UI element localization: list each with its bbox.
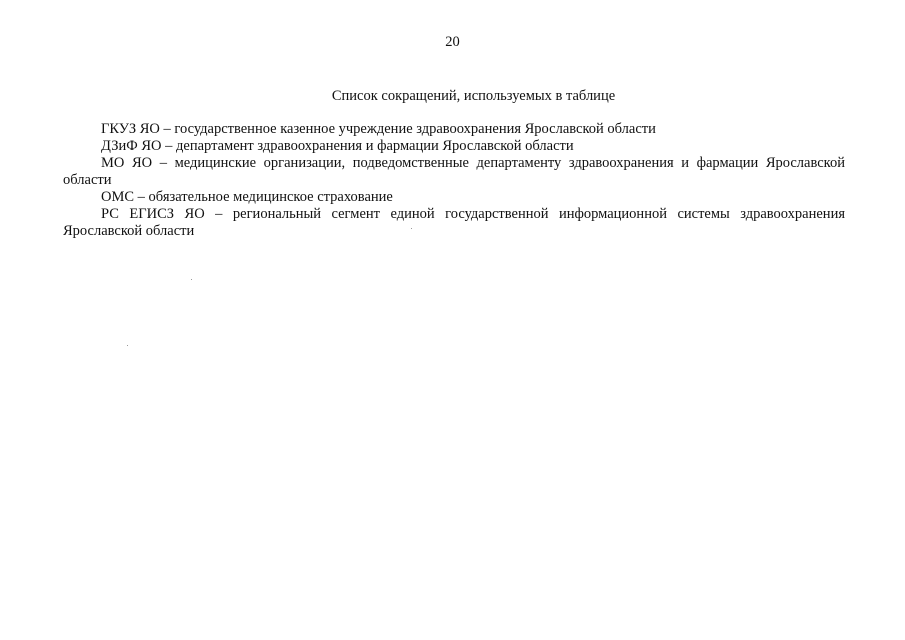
abbreviation-separator: – bbox=[152, 155, 175, 171]
abbreviation-term: ОМС bbox=[101, 189, 135, 205]
abbreviation-item bbox=[63, 189, 845, 206]
scan-speck bbox=[127, 345, 128, 346]
abbreviation-item bbox=[63, 138, 845, 155]
abbreviation-separator: – bbox=[204, 206, 233, 222]
abbreviation-term: ГКУЗ ЯО bbox=[101, 121, 160, 137]
abbreviation-definition: медицинские организации, подведомственные департаменту здравоохранения и фармации Ярославской области bbox=[63, 155, 845, 188]
abbreviation-item bbox=[63, 155, 845, 189]
abbreviation-separator: – bbox=[159, 121, 175, 137]
abbreviation-separator: – bbox=[161, 138, 176, 154]
abbreviation-separator: – bbox=[134, 189, 149, 205]
abbreviation-term: МО ЯО bbox=[101, 155, 153, 171]
abbreviation-list bbox=[63, 121, 845, 240]
abbreviation-term: ДЗиФ ЯО bbox=[101, 138, 162, 154]
abbreviation-item bbox=[63, 121, 845, 138]
abbreviation-definition: государственное казенное учреждение здравоохранения Ярославской области bbox=[174, 121, 656, 137]
abbreviation-item bbox=[63, 206, 845, 240]
abbreviation-definition: обязательное медицинское страхование bbox=[148, 189, 393, 205]
abbreviation-term: РС ЕГИСЗ ЯО bbox=[101, 206, 205, 222]
page-number: 20 bbox=[445, 34, 460, 50]
abbreviation-definition: региональный сегмент единой государственной информационной системы здравоохранения Ярославской области bbox=[63, 206, 846, 239]
scan-speck bbox=[411, 228, 412, 229]
list-title: Список сокращений, используемых в таблице bbox=[331, 88, 616, 104]
abbreviation-definition: департамент здравоохранения и фармации Ярославской области bbox=[176, 138, 574, 154]
scan-speck bbox=[191, 279, 192, 280]
